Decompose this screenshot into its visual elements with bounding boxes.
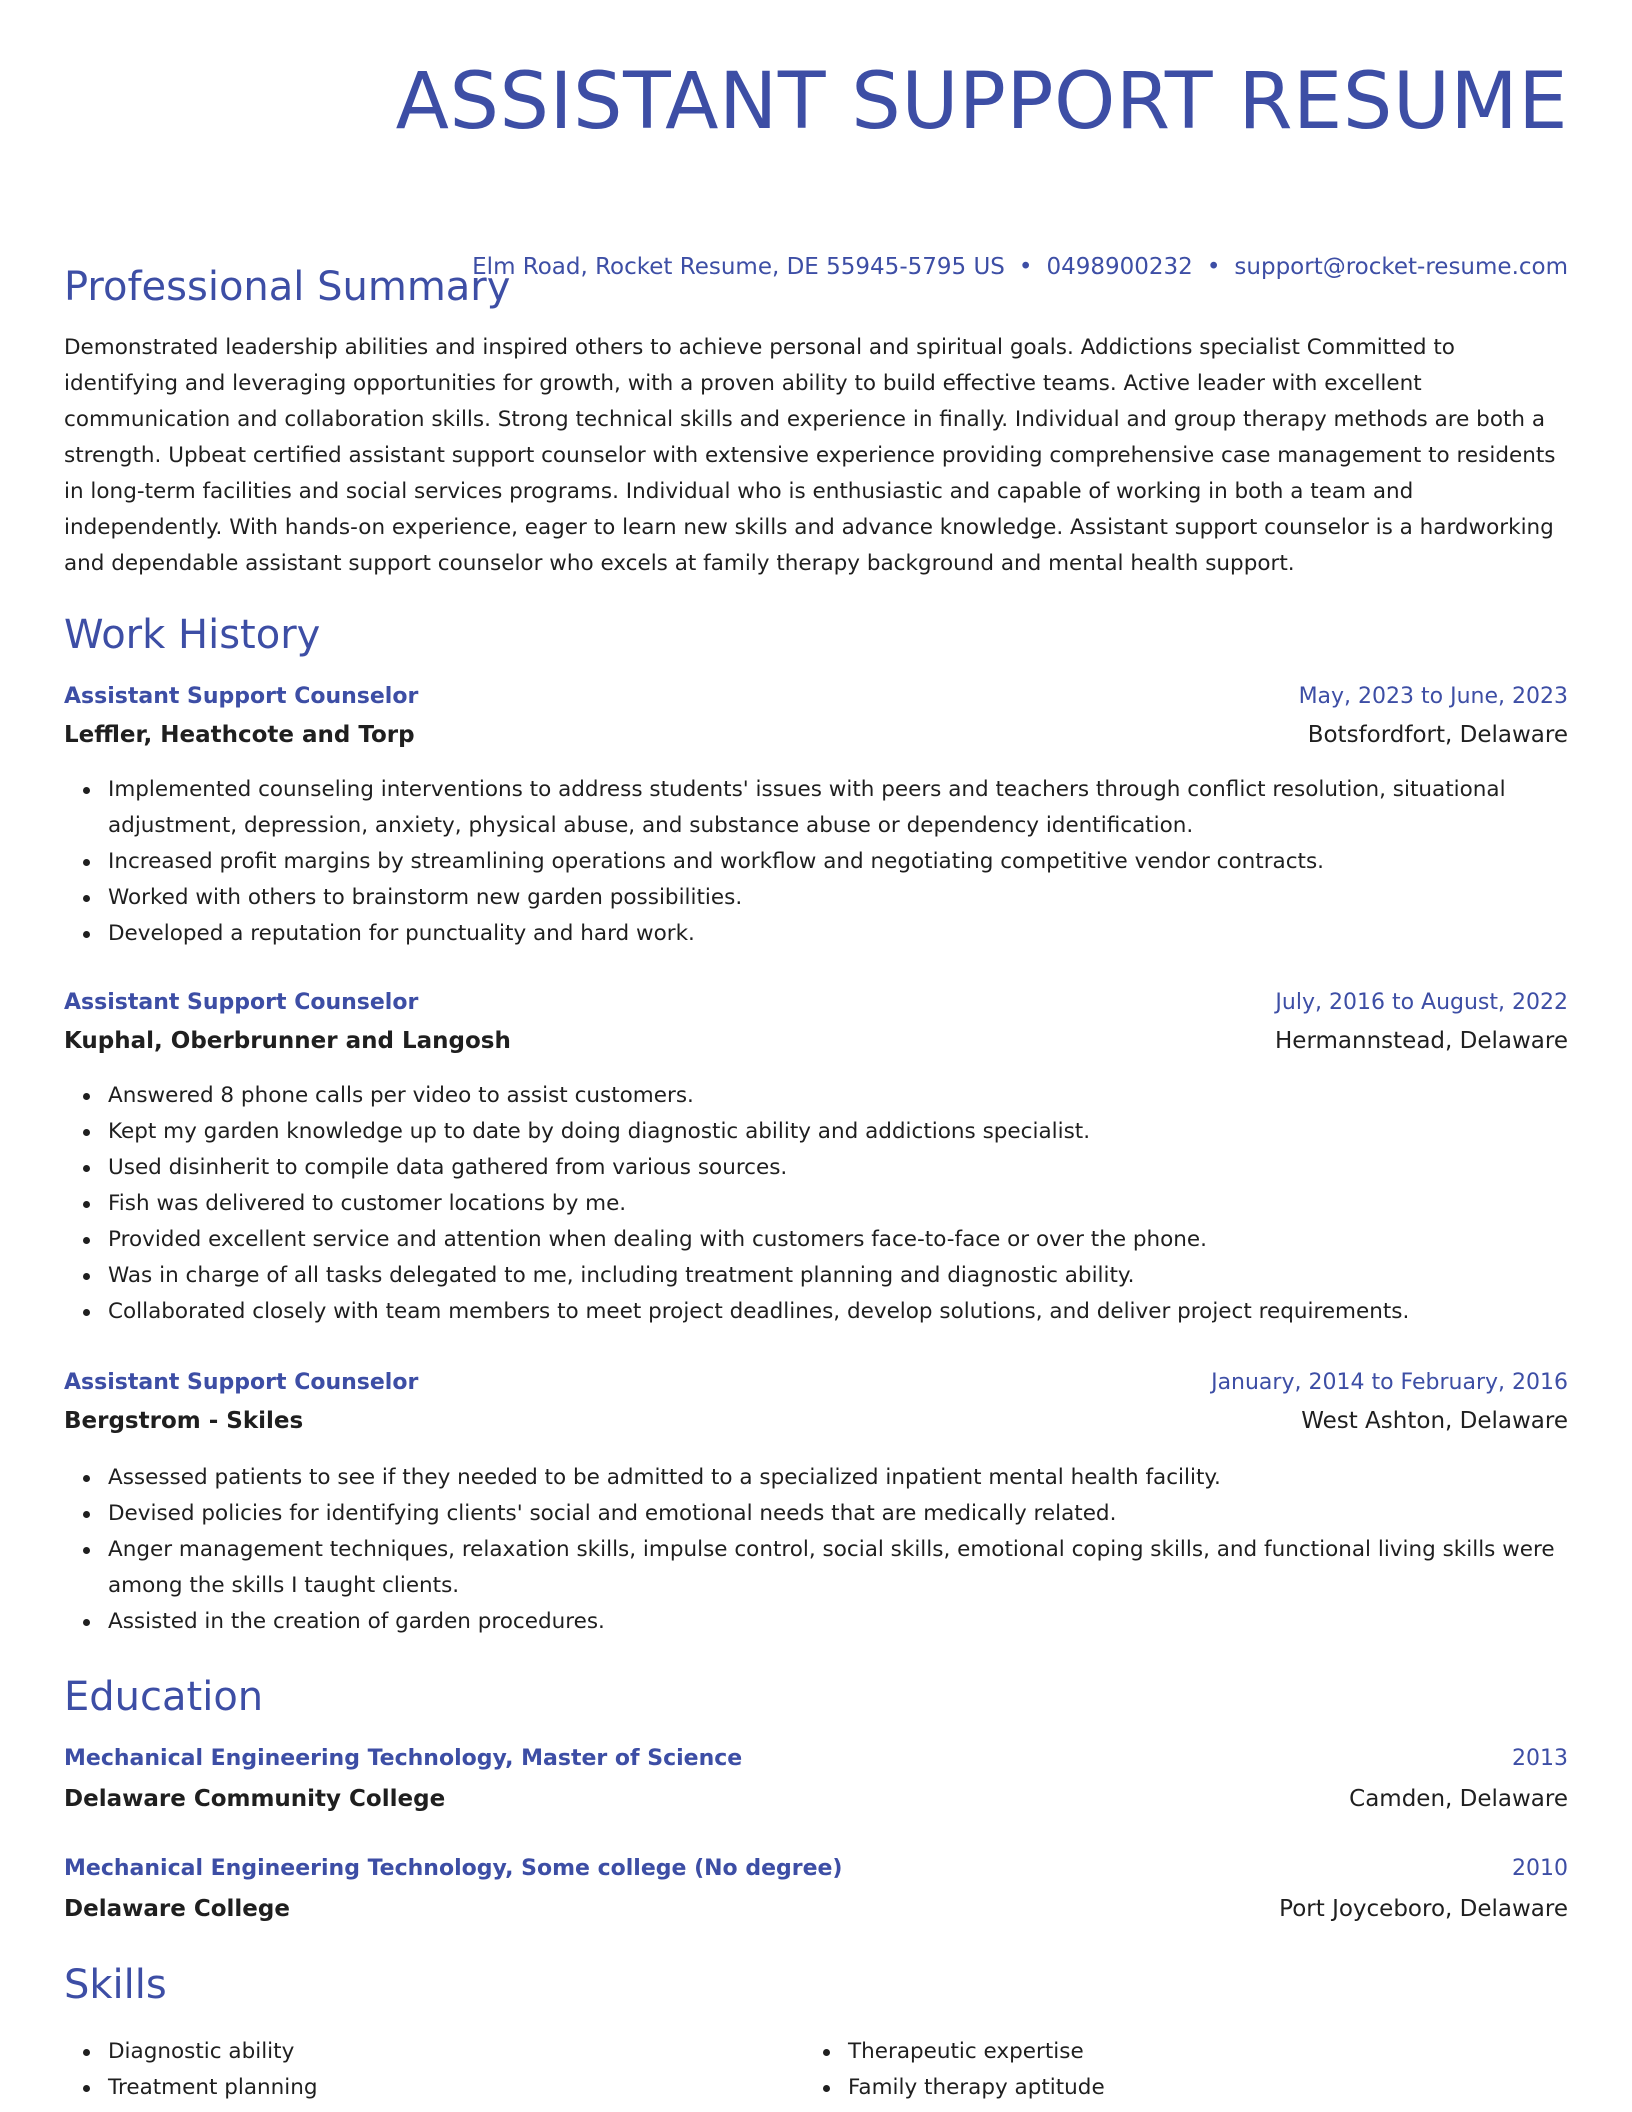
school-name: Delaware College [64, 1896, 290, 1922]
list-item: Implemented counseling interventions to address students' issues with peers and teachers through conflict resolution, situational adjustment, depression, anxiety, physical abuse, and substance abuse or dependency identification. [108, 772, 1568, 844]
section-heading-summary: Professional Summary [64, 264, 511, 310]
list-item: Used disinherit to compile data gathered from various sources. [108, 1150, 1568, 1186]
list-item: Answered 8 phone calls per video to assist customers. [108, 1078, 1568, 1114]
address: Elm Road, Rocket Resume, DE 55945-5795 US [472, 254, 1005, 280]
list-item: Assessed patients to see if they needed to be admitted to a specialized inpatient mental health facility. [108, 1460, 1568, 1496]
school-name: Delaware Community College [64, 1786, 446, 1812]
job-dates: July, 2016 to August, 2022 [1275, 990, 1568, 1015]
degree: Mechanical Engineering Technology, Master of Science [64, 1746, 743, 1771]
contact-line [472, 252, 1568, 282]
skill-item: Treatment planning [108, 2070, 804, 2106]
education-header [64, 1746, 1568, 1771]
job-title: Assistant Support Counselor [64, 990, 419, 1015]
school-location: Port Joyceboro, Delaware [1279, 1896, 1568, 1922]
separator-dot: • [1206, 254, 1221, 280]
education-header [64, 1856, 1568, 1881]
email-link[interactable]: support@rocket-resume.com [1234, 254, 1568, 280]
employer-name: Leffler, Heathcote and Torp [64, 722, 415, 748]
job-dates: January, 2014 to February, 2016 [1211, 1370, 1568, 1395]
skills-list [64, 2034, 1568, 2106]
job-location: Hermannstead, Delaware [1275, 1028, 1568, 1054]
job-header [64, 1370, 1568, 1395]
skill-item: Diagnostic ability [108, 2034, 804, 2070]
list-item: Fish was delivered to customer locations by me. [108, 1186, 1568, 1222]
skill-item: Family therapy aptitude [848, 2070, 1544, 2106]
job-header [64, 990, 1568, 1015]
skills-column-right [804, 2034, 1544, 2106]
separator-dot: • [1018, 254, 1033, 280]
list-item: Collaborated closely with team members to meet project deadlines, develop solutions, and deliver project requirements. [108, 1294, 1568, 1330]
job-title: Assistant Support Counselor [64, 684, 419, 709]
job-bullets [64, 1460, 1568, 1640]
employer-name: Kuphal, Oberbrunner and Langosh [64, 1028, 511, 1054]
summary-text: Demonstrated leadership abilities and inspired others to achieve personal and spiritual goals. Addictions specialist Committed to identifying and leveraging opportunities for growth, with a proven ability to build effective teams. Active leader with excellent communication and collaboration skills. Strong technical skills and experience in finally. Individual and group therapy methods are both a strength. Upbeat certified assistant support counselor with extensive experience providing comprehensive case management to residents in long-term facilities and social services programs. Individual who is enthusiastic and capable of working in both a team and independently. With hands-on experience, eager to learn new skills and advance knowledge. Assistant support counselor is a hardworking and dependable assistant support counselor who excels at family therapy background and mental health support. [64, 335, 1556, 576]
job-bullets [64, 772, 1568, 952]
list-item: Provided excellent service and attention when dealing with customers face-to-face or over the phone. [108, 1222, 1568, 1258]
phone: 0498900232 [1046, 254, 1193, 280]
education-school-row [64, 1786, 1568, 1812]
list-item: Kept my garden knowledge up to date by doing diagnostic ability and addictions specialist. [108, 1114, 1568, 1150]
job-employer-row [64, 722, 1568, 748]
degree: Mechanical Engineering Technology, Some college (No degree) [64, 1856, 843, 1881]
job-bullets [64, 1078, 1568, 1330]
list-item: Was in charge of all tasks delegated to me, including treatment planning and diagnostic ability. [108, 1258, 1568, 1294]
job-location: West Ashton, Delaware [1301, 1408, 1568, 1434]
section-heading-education: Education [64, 1674, 264, 1720]
section-heading-skills: Skills [64, 1962, 167, 2008]
skills-column-left [64, 2034, 804, 2106]
employer-name: Bergstrom - Skiles [64, 1408, 304, 1434]
education-school-row [64, 1896, 1568, 1922]
list-item: Worked with others to brainstorm new garden possibilities. [108, 880, 1568, 916]
section-heading-work: Work History [64, 612, 321, 658]
graduation-year: 2010 [1512, 1856, 1568, 1881]
job-dates: May, 2023 to June, 2023 [1298, 684, 1568, 709]
graduation-year: 2013 [1512, 1746, 1568, 1771]
job-header [64, 684, 1568, 709]
list-item: Anger management techniques, relaxation skills, impulse control, social skills, emotional coping skills, and functional living skills were among the skills I taught clients. [108, 1532, 1568, 1604]
resume-title: ASSISTANT SUPPORT RESUME [395, 57, 1568, 147]
list-item: Assisted in the creation of garden procedures. [108, 1604, 1568, 1640]
list-item: Devised policies for identifying clients' social and emotional needs that are medically related. [108, 1496, 1568, 1532]
job-employer-row [64, 1028, 1568, 1054]
school-location: Camden, Delaware [1349, 1786, 1568, 1812]
job-location: Botsfordfort, Delaware [1307, 722, 1568, 748]
list-item: Increased profit margins by streamlining operations and workflow and negotiating competitive vendor contracts. [108, 844, 1568, 880]
list-item: Developed a reputation for punctuality and hard work. [108, 916, 1568, 952]
skill-item: Therapeutic expertise [848, 2034, 1544, 2070]
job-employer-row [64, 1408, 1568, 1434]
job-title: Assistant Support Counselor [64, 1370, 419, 1395]
